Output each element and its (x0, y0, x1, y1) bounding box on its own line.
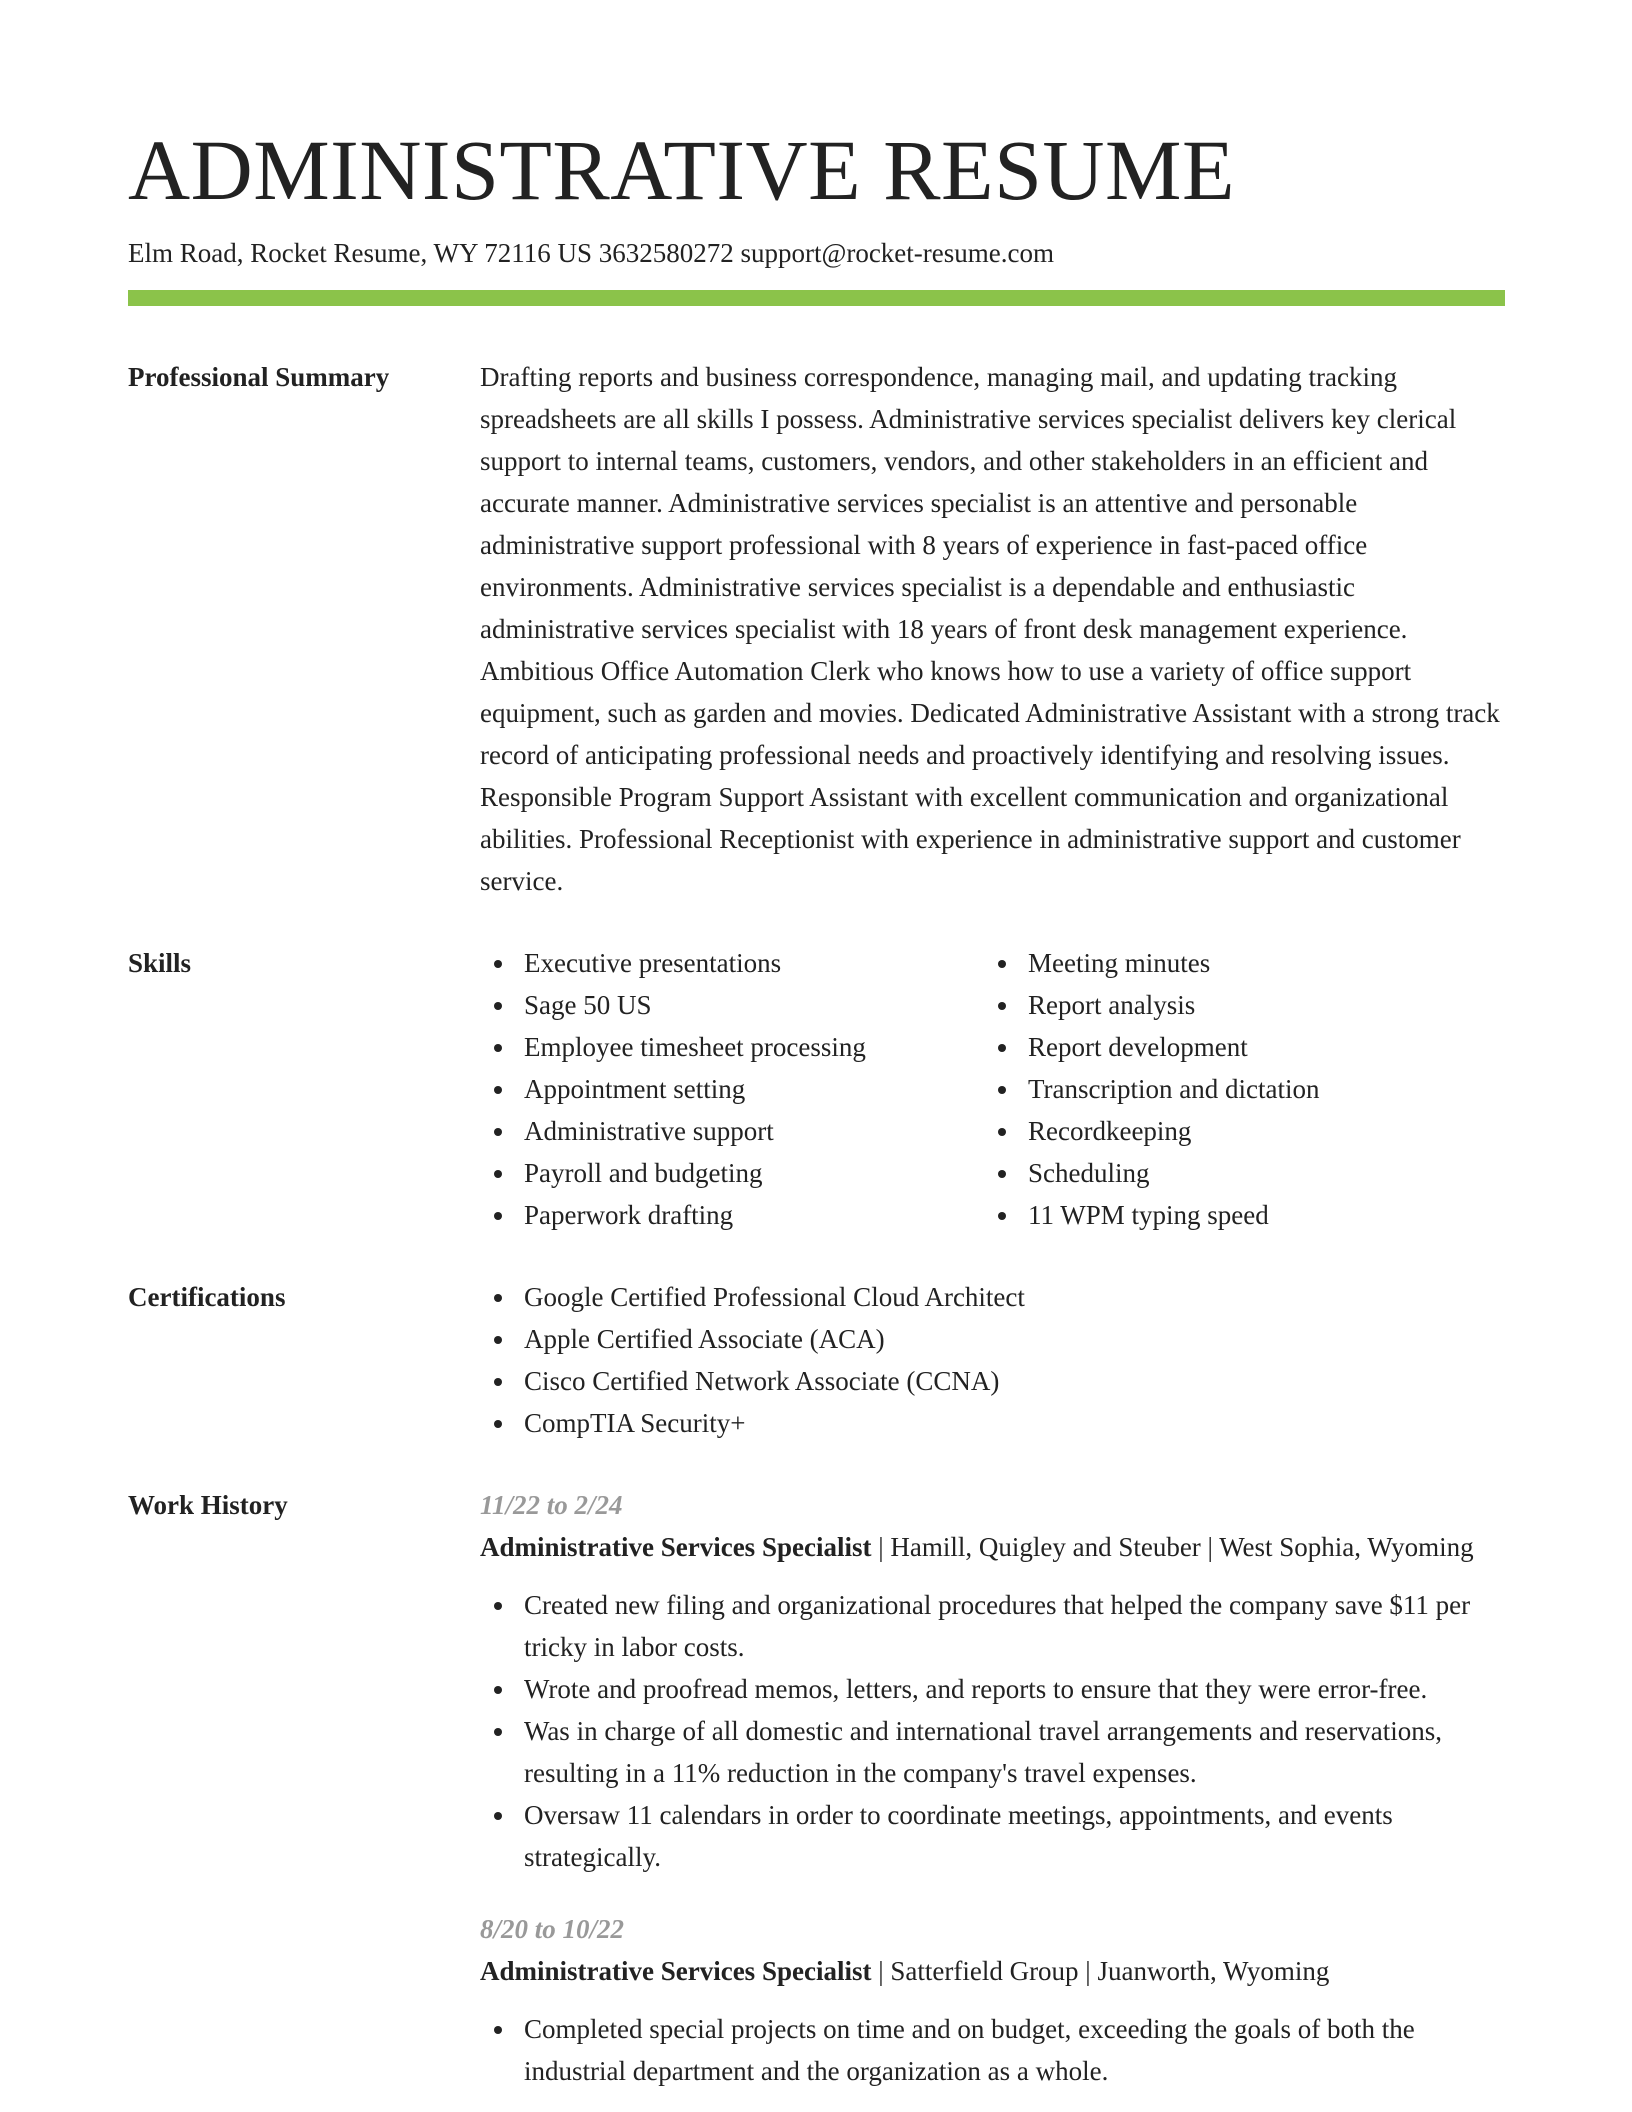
job-dates: 8/20 to 10/22 (480, 1914, 625, 1944)
job-title: Administrative Services Specialist (480, 1956, 872, 1986)
job-details: | Satterfield Group | Juanworth, Wyoming (871, 1956, 1330, 1986)
job-title: Administrative Services Specialist (480, 1532, 872, 1562)
work-history-heading: Work History (128, 1490, 288, 1520)
job-duties-list (480, 2008, 1505, 2092)
contact-line: Elm Road, Rocket Resume, WY 72116 US 3632580272 support@rocket-resume.com (128, 238, 1054, 268)
job-duties-list (480, 1584, 1505, 1878)
skill-item: Scheduling (984, 1152, 1505, 1194)
job-header (480, 1950, 1505, 1992)
certifications-section (128, 1276, 1505, 1444)
job-duty-item: Wrote and proofread memos, letters, and reports to ensure that they were error-free. (480, 1668, 1505, 1710)
skill-item: Executive presentations (480, 942, 984, 984)
skill-item: Payroll and budgeting (480, 1152, 984, 1194)
resume-title: ADMINISTRATIVE RESUME (128, 122, 1235, 218)
job-details: | Hamill, Quigley and Steuber | West Sophia, Wyoming (871, 1532, 1474, 1562)
skill-item: Sage 50 US (480, 984, 984, 1026)
skill-item: Transcription and dictation (984, 1068, 1505, 1110)
certifications-heading: Certifications (128, 1282, 286, 1312)
resume-page (128, 0, 1505, 2092)
job-dates: 11/22 to 2/24 (480, 1490, 623, 1520)
job-entry (480, 1908, 1505, 2092)
summary-heading: Professional Summary (128, 362, 390, 392)
skill-item: Report development (984, 1026, 1505, 1068)
skill-item: Employee timesheet processing (480, 1026, 984, 1068)
skills-list (480, 942, 1505, 1236)
skill-item: Meeting minutes (984, 942, 1505, 984)
skill-item: Recordkeeping (984, 1110, 1505, 1152)
certifications-list (480, 1276, 1505, 1444)
summary-text: Drafting reports and business correspondence, managing mail, and updating tracking spreadsheets are all skills I possess. Administrative services specialist delivers key clerical support to internal teams, customers, vendors, and other stakeholders in an efficient and accurate manner. Administrative services specialist is an attentive and personable administrative support professional with 8 years of experience in fast-paced office environments. Administrative services specialist is a dependable and enthusiastic administrative services specialist with 18 years of front desk management experience. Ambitious Office Automation Clerk who knows how to use a variety of office support equipment, such as garden and movies. Dedicated Administrative Assistant with a strong track record of anticipating professional needs and proactively identifying and resolving issues. Responsible Program Support Assistant with excellent communication and organizational abilities. Professional Receptionist with experience in administrative support and customer service. (480, 362, 1500, 896)
certification-item: CompTIA Security+ (480, 1402, 1505, 1444)
skill-item: Administrative support (480, 1110, 984, 1152)
job-entry (480, 1484, 1505, 1878)
skill-item: Paperwork drafting (480, 1194, 984, 1236)
skill-item: Report analysis (984, 984, 1505, 1026)
accent-divider (128, 290, 1505, 306)
job-header (480, 1526, 1505, 1568)
summary-section (128, 356, 1505, 902)
skill-item: Appointment setting (480, 1068, 984, 1110)
job-duty-item: Completed special projects on time and on budget, exceeding the goals of both the industrial department and the organization as a whole. (480, 2008, 1505, 2092)
certification-item: Google Certified Professional Cloud Architect (480, 1276, 1505, 1318)
work-history-section (128, 1484, 1505, 2092)
skills-heading: Skills (128, 948, 192, 978)
skill-item: 11 WPM typing speed (984, 1194, 1505, 1236)
job-duty-item: Oversaw 11 calendars in order to coordinate meetings, appointments, and events strategically. (480, 1794, 1505, 1878)
job-duty-item: Created new filing and organizational procedures that helped the company save $11 per tricky in labor costs. (480, 1584, 1505, 1668)
job-duty-item: Was in charge of all domestic and international travel arrangements and reservations, resulting in a 11% reduction in the company's travel expenses. (480, 1710, 1505, 1794)
certification-item: Cisco Certified Network Associate (CCNA) (480, 1360, 1505, 1402)
skills-section (128, 942, 1505, 1236)
certification-item: Apple Certified Associate (ACA) (480, 1318, 1505, 1360)
